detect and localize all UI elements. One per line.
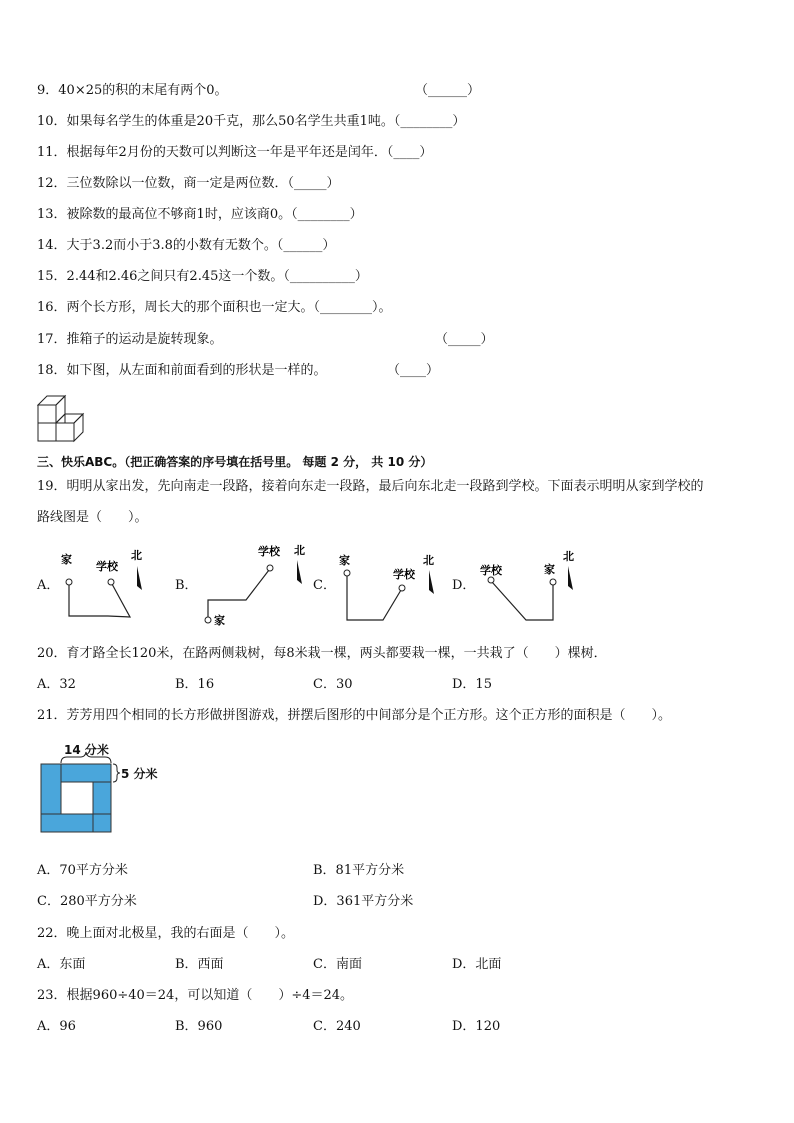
answer-blank[interactable]: （______）	[276, 238, 336, 253]
question-23: 23．根据960÷40＝24，可以知道（ ）÷4＝24。	[37, 988, 354, 1003]
north-label: 北	[563, 550, 574, 563]
question-text: 15．2.44和2.46之间只有2.45这一个数。	[37, 269, 284, 284]
q22-option-b[interactable]: B．西面	[175, 957, 224, 972]
school-label: 学校	[480, 564, 502, 577]
north-arrow-icon	[297, 560, 302, 584]
q22-option-d[interactable]: D．北面	[452, 957, 502, 972]
question-12	[37, 175, 340, 193]
school-point	[267, 565, 273, 571]
question-text: 17．推箱子的运动是旋转现象。	[37, 332, 223, 347]
question-20: 20．育才路全长120米，在路两侧栽树，每8米栽一棵，两头都要栽一棵，一共栽了（ ）棵树．	[37, 646, 607, 661]
question-text: 11．根据每年2月份的天数可以判断这一年是平年还是闰年．	[37, 145, 387, 160]
question-15	[37, 268, 368, 286]
question-11	[37, 144, 432, 162]
answer-blank[interactable]: （_____）	[287, 176, 340, 191]
question-17	[37, 331, 494, 349]
route-map-c[interactable]	[335, 548, 445, 628]
north-label: 北	[294, 544, 305, 557]
rect-top	[61, 764, 111, 782]
question-22: 22．晚上面对北极星，我的右面是（ ）。	[37, 926, 295, 941]
option-d-label[interactable]: D．	[452, 578, 476, 593]
question-19-line1: 19．明明从家出发，先向南走一段路，接着向东走一段路，最后向东北走一段路到学校。下面表示明明从家到学校的	[37, 479, 704, 494]
answer-blank[interactable]: （____）	[386, 145, 433, 160]
question-text: 14．大于3.2而小于3.8的小数有无数个。	[37, 238, 277, 253]
answer-blank[interactable]: （__________）	[283, 269, 368, 284]
north-arrow-icon	[429, 570, 434, 594]
route-path	[492, 582, 553, 620]
route-map-a[interactable]	[58, 545, 158, 625]
q22-option-a[interactable]: A．东面	[37, 957, 86, 972]
school-point	[108, 579, 114, 585]
home-point	[344, 570, 350, 576]
q20-option-a[interactable]: A．32	[37, 677, 76, 692]
rectangle-puzzle-figure	[37, 738, 177, 842]
side-dimension-label: 5 分米	[121, 767, 158, 781]
answer-blank[interactable]: （________）。	[313, 300, 392, 315]
route-map-b[interactable]	[196, 538, 308, 630]
answer-blank[interactable]: （________）	[291, 207, 363, 222]
question-text: 9．40×25的积的末尾有两个0。	[37, 83, 228, 98]
home-label: 家	[544, 563, 555, 576]
home-point	[550, 579, 556, 585]
q21-option-b[interactable]: B．81平方分米	[313, 863, 405, 878]
route-path	[208, 570, 269, 618]
q21-option-a[interactable]: A．70平方分米	[37, 863, 128, 878]
rect-left	[41, 764, 61, 814]
route-path	[347, 575, 401, 620]
q22-option-c[interactable]: C．南面	[313, 957, 362, 972]
question-21: 21．芳芳用四个相同的长方形做拼图游戏，拼摆后图形的中间部分是个正方形。这个正方形的面积是（ ）。	[37, 708, 672, 723]
route-map-d[interactable]	[474, 546, 584, 630]
answer-blank[interactable]: （________）	[393, 114, 466, 129]
q23-option-b[interactable]: B．960	[175, 1019, 223, 1034]
question-9	[37, 82, 481, 100]
question-18	[37, 362, 440, 380]
option-b-label[interactable]: B．	[175, 578, 198, 593]
side-brace	[113, 764, 120, 782]
north-arrow-icon	[568, 566, 573, 590]
north-arrow-icon	[137, 566, 142, 590]
school-point	[399, 585, 405, 591]
answer-blank[interactable]: （_____）	[435, 332, 494, 347]
option-a-label[interactable]: A．	[37, 578, 60, 593]
school-label: 学校	[393, 568, 415, 581]
school-point	[488, 577, 494, 583]
top-dimension-label: 14 分米	[64, 743, 109, 757]
q21-option-d[interactable]: D．361平方分米	[313, 894, 414, 909]
question-14	[37, 237, 335, 255]
north-label: 北	[423, 554, 434, 567]
home-label: 家	[339, 554, 350, 567]
question-text: 16．两个长方形，周长大的那个面积也一定大。	[37, 300, 314, 315]
q20-option-d[interactable]: D．15	[452, 677, 492, 692]
question-text: 12．三位数除以一位数，商一定是两位数．	[37, 176, 288, 191]
rect-bottom	[41, 814, 93, 832]
question-text: 18．如下图，从左面和前面看到的形状是一样的。	[37, 363, 327, 378]
q23-option-d[interactable]: D．120	[452, 1019, 501, 1034]
north-label: 北	[131, 549, 142, 562]
home-label: 家	[214, 614, 225, 627]
q21-option-c[interactable]: C．280平方分米	[37, 894, 137, 909]
question-13	[37, 206, 363, 224]
home-label: 家	[61, 553, 72, 566]
q23-option-c[interactable]: C．240	[313, 1019, 361, 1034]
q23-option-a[interactable]: A．96	[37, 1019, 76, 1034]
answer-blank[interactable]: （____）	[387, 363, 440, 378]
answer-blank[interactable]: （______）	[415, 83, 481, 98]
question-16	[37, 299, 392, 317]
cube-stack-figure	[37, 393, 87, 443]
route-path	[69, 584, 130, 617]
q20-option-b[interactable]: B．16	[175, 677, 215, 692]
question-19-line2: 路线图是（ ）。	[37, 510, 148, 525]
question-text: 13．被除数的最高位不够商1时，应该商0。	[37, 207, 292, 222]
school-label: 学校	[96, 560, 118, 573]
center-square	[61, 782, 93, 814]
question-text: 10．如果每名学生的体重是20千克，那么50名学生共重1吨。	[37, 114, 394, 129]
question-10	[37, 113, 465, 131]
section-heading: 三、快乐ABC。（把正确答案的序号填在括号里。 每题 2 分， 共 10 分）	[37, 455, 433, 469]
option-c-label[interactable]: C．	[313, 578, 336, 593]
home-point	[205, 617, 211, 623]
q20-option-c[interactable]: C．30	[313, 677, 353, 692]
home-point	[66, 579, 72, 585]
school-label: 学校	[258, 545, 280, 558]
